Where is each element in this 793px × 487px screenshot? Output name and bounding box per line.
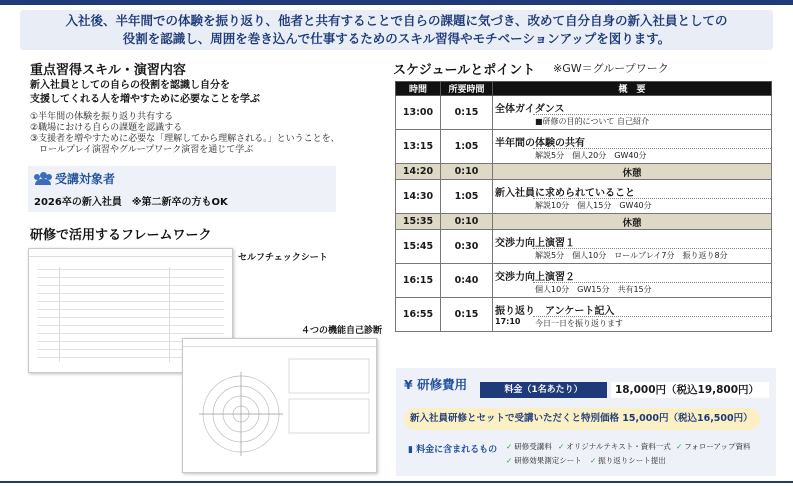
fee-heading xyxy=(404,375,467,393)
bottom-accent-line xyxy=(0,481,793,483)
target-box xyxy=(28,166,336,212)
self-check-sheet-label: セルフチェックシート xyxy=(238,253,328,263)
row-content xyxy=(493,130,772,164)
target-heading xyxy=(34,170,115,187)
people-icon xyxy=(34,172,52,184)
row-duration: 0:15 xyxy=(441,96,493,130)
table-row xyxy=(396,298,772,332)
check-icon: ✓ xyxy=(676,442,683,451)
receipt-icon: ▮ xyxy=(408,445,413,455)
check-icon: ✓ xyxy=(590,456,597,465)
intro-line-1: 入社後、半年間での体験を振り返り、他者と共有することで自らの課題に気づき、改めて自分自身の新入社員としての xyxy=(65,13,728,28)
row-time: 16:15 xyxy=(396,264,441,298)
row-time: 14:20 xyxy=(396,164,441,180)
row-detail: 解説5分 個人20分 GW40分 xyxy=(533,148,771,162)
row-title: 半年間の体験の共有 xyxy=(495,137,585,149)
row-detail: 今日一日を振り返ります xyxy=(533,316,771,330)
fee-includes-heading xyxy=(408,442,497,455)
header-time: 時間 xyxy=(396,82,441,96)
fee-include-item: ✓ フォローアップ資料 xyxy=(676,442,751,451)
header-overview: 概 要 xyxy=(493,82,772,96)
four-function-sheet-thumbnail xyxy=(182,338,377,473)
radar-chart-graphic xyxy=(183,339,378,474)
row-title: 新入社員に求められていること xyxy=(495,187,635,199)
table-row xyxy=(396,96,772,130)
row-title: 交渉力向上演習２ xyxy=(495,271,575,283)
row-detail: ■研修の目的について 自己紹介 xyxy=(533,114,771,128)
row-title: 交渉力向上演習１ xyxy=(495,237,575,249)
row-sub xyxy=(493,316,771,330)
row-break-label: 休憩 xyxy=(493,214,772,230)
schedule-title: スケジュールとポイント xyxy=(393,63,536,78)
skills-title: 重点習得スキル・演習内容 xyxy=(30,63,186,78)
row-detail: 個人10分 GW15分 共有15分 xyxy=(533,282,771,296)
skills-lead-1: 新入社員としての自らの役割を認識し自分を xyxy=(30,80,230,91)
row-sub-time: 17:10 xyxy=(495,316,521,326)
table-row xyxy=(396,230,772,264)
fee-price-label: 料金（1名あたり） xyxy=(480,382,607,398)
row-content xyxy=(493,230,772,264)
fee-include-item: ✓ 研修受講料 xyxy=(506,442,552,451)
row-duration: 1:05 xyxy=(441,180,493,214)
self-check-sheet-header xyxy=(29,249,232,257)
four-function-sheet-label: ４つの機能自己診断 xyxy=(301,326,383,336)
row-duration: 0:10 xyxy=(441,214,493,230)
row-content xyxy=(493,264,772,298)
row-duration: 1:05 xyxy=(441,130,493,164)
fee-price: 18,000円（税込19,800円） xyxy=(611,382,769,398)
intro-banner xyxy=(20,10,773,50)
target-title: 受講対象者 xyxy=(55,172,116,186)
row-time: 13:15 xyxy=(396,130,441,164)
skills-point-3: ③支援者を増やすために必要な「理解してから理解される。」ということを、 xyxy=(30,134,340,144)
fee-include-item: ✓ 振り返りシート提出 xyxy=(590,456,666,465)
row-duration: 0:15 xyxy=(441,298,493,332)
skills-point-4: ロールプレイ演習やグループワーク演習を通じて学ぶ xyxy=(30,145,254,155)
schedule-note: ※GW＝グループワーク xyxy=(553,62,669,75)
check-icon: ✓ xyxy=(506,442,513,451)
row-duration: 0:30 xyxy=(441,230,493,264)
header-duration: 所要時間 xyxy=(441,82,493,96)
row-time: 16:55 xyxy=(396,298,441,332)
row-time: 13:00 xyxy=(396,96,441,130)
row-title: 全体ガイダンス xyxy=(495,103,565,115)
row-title: 振り返り アンケート記入 xyxy=(495,305,615,317)
row-break-label: 休憩 xyxy=(493,164,772,180)
framework-title: 研修で活用するフレームワーク xyxy=(30,228,212,243)
target-text: 2026卒の新入社員 ※第二新卒の方もOK xyxy=(34,197,228,208)
row-duration: 0:40 xyxy=(441,264,493,298)
row-content xyxy=(493,298,772,332)
row-content xyxy=(493,180,772,214)
skills-point-1: ①半年間の体験を振り返り共有する xyxy=(30,112,174,122)
fee-include-item: ✓ オリジナルテキスト・資料一式 xyxy=(558,442,671,451)
check-icon: ✓ xyxy=(506,456,513,465)
table-row xyxy=(396,130,772,164)
intro-line-2: 役割を認識し、周囲を巻き込んで仕事するためのスキル習得やモチベーションアップを図ります。 xyxy=(122,31,671,46)
fee-title: 研修費用 xyxy=(417,377,468,392)
table-row xyxy=(396,264,772,298)
row-duration: 0:10 xyxy=(441,164,493,180)
fee-panel xyxy=(396,368,776,476)
fee-set-offer: 新入社員研修とセットで受講いただくと特別価格 15,000円（税込16,500円） xyxy=(404,408,760,430)
row-time: 15:35 xyxy=(396,214,441,230)
row-time: 15:45 xyxy=(396,230,441,264)
row-time: 14:30 xyxy=(396,180,441,214)
row-content xyxy=(493,96,772,130)
skills-point-2: ②職場における自らの課題を認識する xyxy=(30,123,183,133)
table-row xyxy=(396,180,772,214)
table-row-break xyxy=(396,164,772,180)
table-row-break xyxy=(396,214,772,230)
skills-lead-2: 支援してくれる人を増やすために必要なことを学ぶ xyxy=(30,94,260,105)
fee-includes-label: 料金に含まれるもの xyxy=(416,445,498,455)
schedule-table xyxy=(395,81,772,332)
check-icon: ✓ xyxy=(558,442,565,451)
row-detail: 解説5分 個人10分 ロールプレイ7分 振り返り8分 xyxy=(533,248,771,262)
top-accent-bar xyxy=(0,0,793,5)
fee-include-item: ✓ 研修効果測定シート xyxy=(506,456,582,465)
schedule-header-row xyxy=(396,82,772,96)
row-detail: 解説10分 個人15分 GW40分 xyxy=(533,198,771,212)
yen-icon: ¥ xyxy=(404,377,413,392)
